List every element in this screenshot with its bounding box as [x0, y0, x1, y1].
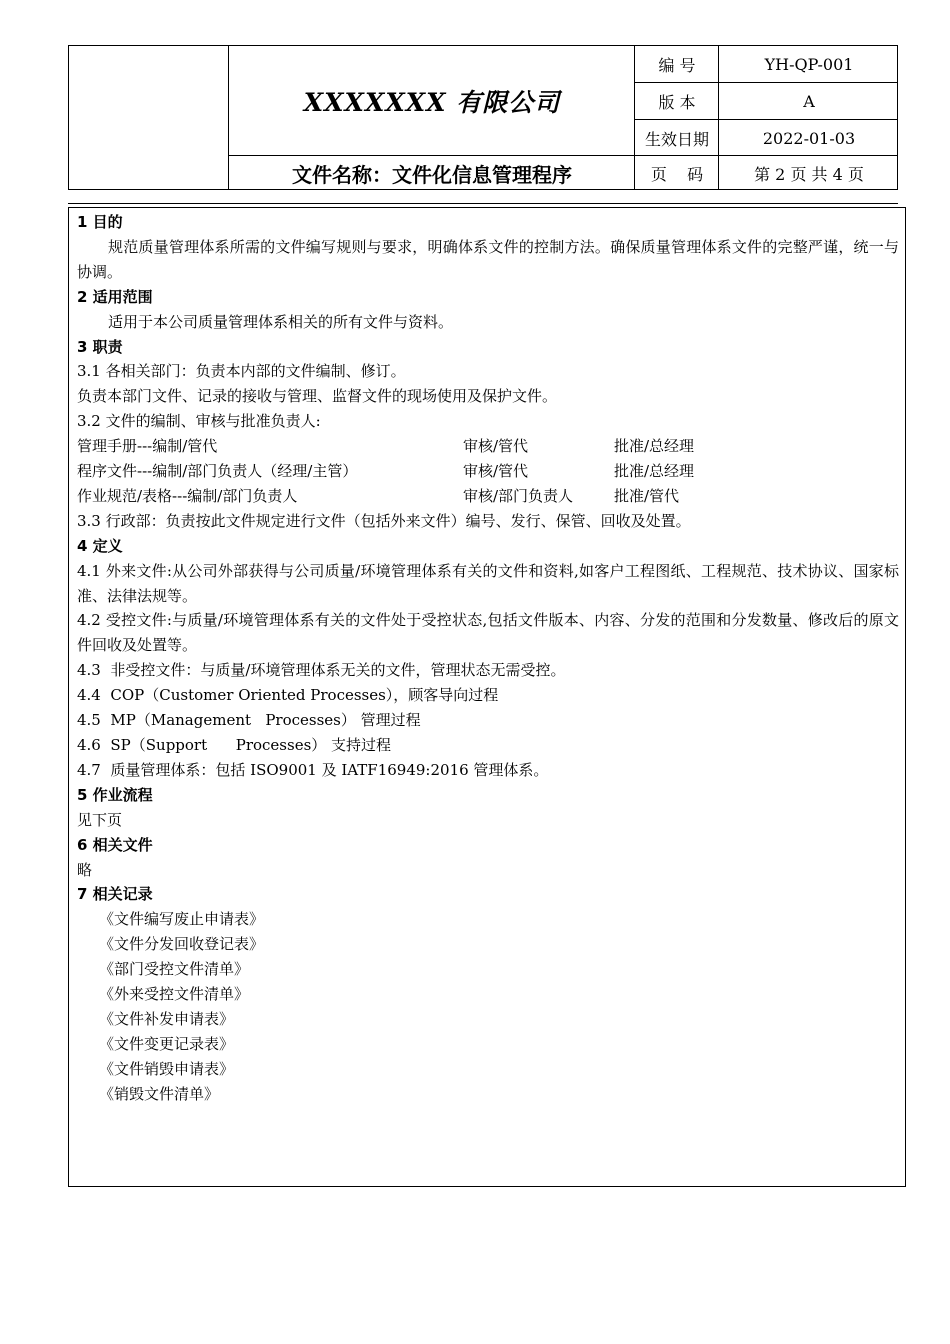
definition-4-3: 4.3 非受控文件：与质量/环境管理体系无关的文件，管理状态无需受控。 — [77, 661, 566, 680]
responsibility-row — [77, 434, 899, 459]
duty-3-3: 3.3 行政部：负责按此文件规定进行文件（包括外来文件）编号、发行、保管、回收及处置。 — [77, 511, 691, 530]
record-item: 《文件销毁申请表》 — [99, 1059, 235, 1078]
number-value: YH-QP-001 — [764, 55, 854, 74]
record-item: 《文件变更记录表》 — [99, 1034, 235, 1053]
definition-4-1: 4.1 外来文件:从公司外部获得与公司质量/环境管理体系有关的文件和资料,如客户工程图纸、工程规范、技术协议、国家标准、法律法规等。 — [77, 561, 899, 605]
definition-4-4: 4.4 COP（Customer Oriented Processes），顾客导向过程 — [77, 686, 499, 705]
section-purpose-title: 1 目的 — [77, 213, 123, 231]
version-value: A — [803, 92, 815, 111]
responsibility-approver: 批准/管代 — [614, 486, 680, 505]
section-process-title: 5 作业流程 — [77, 785, 153, 804]
definition-4-7: 4.7 质量管理体系：包括 ISO9001 及 IATF16949:2016 管理体系。 — [77, 760, 549, 779]
section-purpose-text: 规范质量管理体系所需的文件编写规则与要求，明确体系文件的控制方法。确保质量管理体系文件的完整严谨，统一与协调。 — [77, 237, 899, 281]
record-item: 《文件分发回收登记表》 — [99, 935, 265, 954]
definition-4-5: 4.5 MP（Management Processes） 管理过程 — [77, 711, 421, 730]
record-item: 《文件编写废止申请表》 — [99, 910, 265, 929]
header-separator-line — [68, 203, 898, 204]
responsibility-approver: 批准/总经理 — [614, 437, 695, 456]
responsibility-author: 管理手册---编制/管代 — [77, 437, 218, 456]
record-item: 《销毁文件清单》 — [99, 1084, 220, 1103]
page-value: 第 2 页 共 4 页 — [754, 165, 864, 184]
definition-4-2: 4.2 受控文件:与质量/环境管理体系有关的文件处于受控状态,包括文件版本、内容、分发的范围和分发数量、修改后的原文件回收及处置等。 — [77, 611, 899, 655]
page-label: 页 码 — [650, 165, 704, 184]
section-scope-text: 适用于本公司质量管理体系相关的所有文件与资料。 — [108, 312, 454, 331]
version-label: 版 本 — [658, 93, 696, 112]
record-item: 《外来受控文件清单》 — [99, 985, 250, 1004]
responsibility-reviewer: 审核/管代 — [463, 437, 529, 456]
section-related-docs-text: 略 — [77, 860, 93, 879]
effective-date-value: 2022-01-03 — [762, 128, 856, 148]
document-body — [77, 210, 899, 1107]
section-duties-title: 3 职责 — [77, 337, 123, 356]
section-related-docs-title: 6 相关文件 — [77, 835, 153, 854]
section-records-title: 7 相关记录 — [77, 885, 153, 904]
responsibility-author: 程序文件---编制/部门负责人（经理/主管） — [77, 462, 358, 481]
company-name: XXXXXXX 有限公司 — [303, 88, 561, 117]
responsibility-author: 作业规范/表格---编制/部门负责人 — [77, 486, 298, 505]
document-title: 文件名称：文件化信息管理程序 — [292, 163, 572, 187]
record-item: 《文件补发申请表》 — [99, 1009, 235, 1028]
section-scope-title: 2 适用范围 — [77, 287, 153, 306]
duty-3-1: 3.1 各相关部门：负责本内部的文件编制、修订。 — [77, 362, 406, 381]
duty-3-2: 3.2 文件的编制、审核与批准负责人: — [77, 412, 321, 431]
responsibility-reviewer: 审核/部门负责人 — [463, 486, 574, 505]
responsibility-approver: 批准/总经理 — [614, 462, 695, 481]
header-table — [68, 45, 898, 190]
effective-date-label: 生效日期 — [644, 129, 709, 149]
section-definitions-title: 4 定义 — [77, 536, 123, 555]
definition-4-6: 4.6 SP（Support Processes） 支持过程 — [77, 735, 392, 754]
record-item: 《部门受控文件清单》 — [99, 960, 250, 979]
number-label: 编 号 — [658, 56, 696, 75]
duty-3-1-detail: 负责本部门文件、记录的接收与管理、监督文件的现场使用及保护文件。 — [77, 387, 558, 406]
section-process-text: 见下页 — [77, 810, 123, 829]
responsibility-row — [77, 484, 899, 509]
responsibility-reviewer: 审核/管代 — [463, 462, 529, 481]
responsibility-row — [77, 459, 899, 484]
